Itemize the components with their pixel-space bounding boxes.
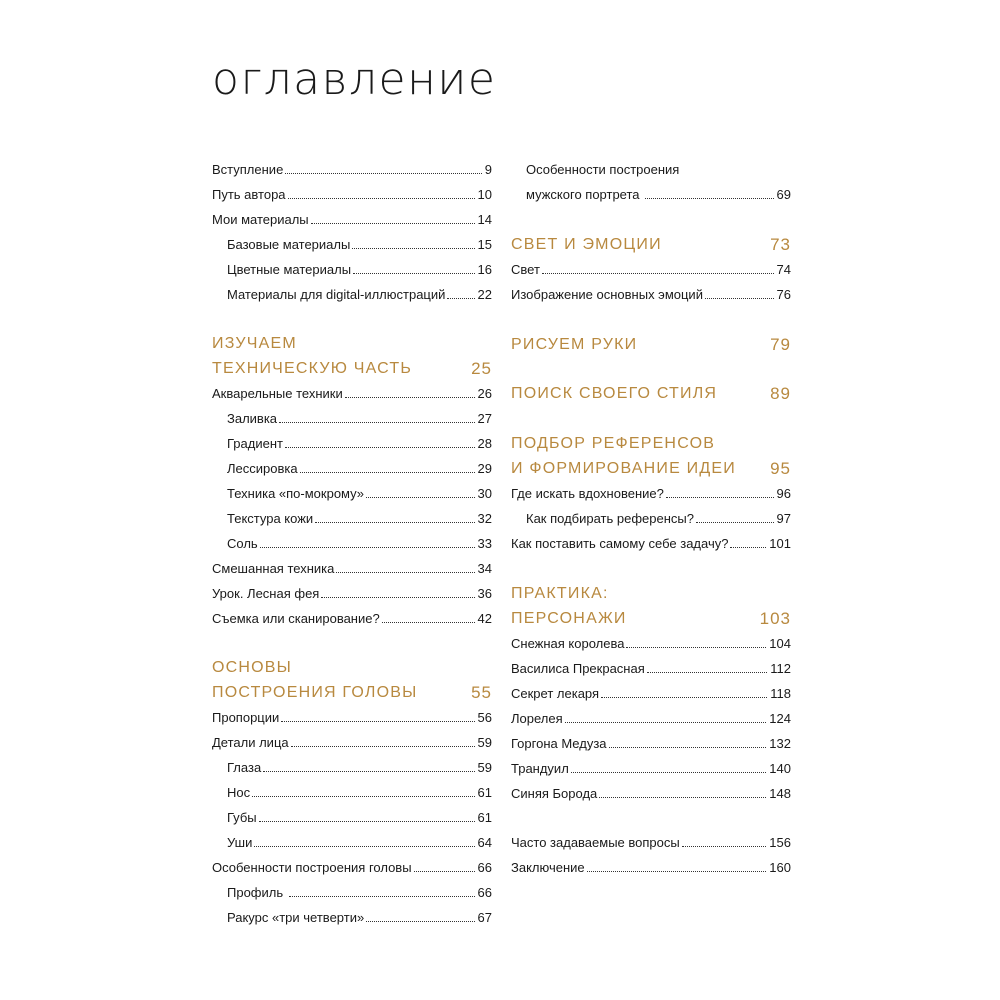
toc-entry-vasilisa[interactable]: Василиса Прекрасная 112	[511, 661, 791, 676]
dot-leader	[353, 273, 474, 274]
dot-leader	[279, 422, 474, 423]
dot-leader	[645, 198, 773, 199]
toc-entry-mixed-technique[interactable]: Смешанная техника 34	[212, 561, 492, 576]
dot-leader	[321, 597, 474, 598]
dot-leader	[366, 497, 475, 498]
toc-section-heading[interactable]: ПРАКТИКА:	[511, 585, 609, 602]
dot-leader	[288, 198, 475, 199]
toc-entry-proportions[interactable]: Пропорции 56	[212, 710, 492, 725]
toc-entry-head-features[interactable]: Особенности построения головы 66	[212, 860, 492, 875]
toc-entry-digital-materials[interactable]: Материалы для digital-иллюстраций 22	[227, 287, 492, 302]
dot-leader	[311, 223, 475, 224]
toc-section-characters[interactable]: ПЕРСОНАЖИ 103	[511, 609, 791, 628]
toc-entry-face-details[interactable]: Детали лица 59	[212, 735, 492, 750]
dot-leader	[682, 846, 767, 847]
toc-section-references[interactable]: И ФОРМИРОВАНИЕ ИДЕИ 95	[511, 459, 791, 478]
toc-entry-my-materials[interactable]: Мои материалы 14	[212, 212, 492, 227]
toc-entry-forest-fairy[interactable]: Урок. Лесная фея 36	[212, 586, 492, 601]
toc-section-heading[interactable]: ПОДБОР РЕФЕРЕНСОВ	[511, 435, 716, 452]
dot-leader	[705, 298, 774, 299]
dot-leader	[260, 547, 475, 548]
dot-leader	[291, 746, 475, 747]
toc-section-technical[interactable]: ТЕХНИЧЕСКУЮ ЧАСТЬ 25	[212, 359, 492, 378]
toc-section-heading[interactable]: ИЗУЧАЕМ	[212, 335, 297, 352]
toc-entry-emotions[interactable]: Изображение основных эмоций 76	[511, 287, 791, 302]
dot-leader	[609, 747, 767, 748]
toc-entry-snow-queen[interactable]: Снежная королева 104	[511, 636, 791, 651]
dot-leader	[599, 797, 766, 798]
dot-leader	[414, 871, 475, 872]
toc-entry-profile[interactable]: Профиль 66	[227, 885, 492, 900]
toc-entry-gradient[interactable]: Градиент 28	[227, 436, 492, 451]
toc-entry-healer-secret[interactable]: Секрет лекаря 118	[511, 686, 791, 701]
toc-entry-eyes[interactable]: Глаза 59	[227, 760, 492, 775]
toc-entry-thranduil[interactable]: Трандуил 140	[511, 761, 791, 776]
toc-entry-inspiration[interactable]: Где искать вдохновение? 96	[511, 486, 791, 501]
dot-leader	[352, 248, 474, 249]
dot-leader	[259, 821, 475, 822]
dot-leader	[281, 721, 474, 722]
dot-leader	[252, 796, 474, 797]
toc-entry-ears[interactable]: Уши 64	[227, 835, 492, 850]
toc-entry-faq[interactable]: Часто задаваемые вопросы 156	[511, 835, 791, 850]
toc-entry-wet-technique[interactable]: Техника «по-мокрому» 30	[227, 486, 492, 501]
toc-entry-introduction[interactable]: Вступление 9	[212, 162, 492, 177]
dot-leader	[666, 497, 774, 498]
dot-leader	[730, 547, 766, 548]
dot-leader	[601, 697, 767, 698]
toc-entry-set-task[interactable]: Как поставить самому себе задачу? 101	[511, 536, 791, 551]
toc-entry-bluebeard[interactable]: Синяя Борода 148	[511, 786, 791, 801]
toc-entry-three-quarter[interactable]: Ракурс «три четверти» 67	[227, 910, 492, 925]
toc-section-heading[interactable]: ОСНОВЫ	[212, 659, 293, 676]
toc-entry-lorelei[interactable]: Лорелея 124	[511, 711, 791, 726]
dot-leader	[336, 572, 474, 573]
dot-leader	[285, 447, 475, 448]
dot-leader	[565, 722, 767, 723]
toc-entry-basic-materials[interactable]: Базовые материалы 15	[227, 237, 492, 252]
dot-leader	[345, 397, 475, 398]
toc-section-hands[interactable]: РИСУЕМ РУКИ 79	[511, 335, 791, 354]
toc-section-own-style[interactable]: ПОИСК СВОЕГО СТИЛЯ 89	[511, 384, 791, 403]
dot-leader	[647, 672, 768, 673]
toc-entry-male-portrait[interactable]: мужского портрета 69	[526, 187, 791, 202]
toc-entry-male-portrait-line1[interactable]: Особенности построения	[526, 162, 680, 177]
page-title: оглавление	[212, 54, 497, 105]
toc-entry-glazing[interactable]: Лессировка 29	[227, 461, 492, 476]
toc-entry-skin-texture[interactable]: Текстура кожи 32	[227, 511, 492, 526]
dot-leader	[587, 871, 767, 872]
dot-leader	[366, 921, 474, 922]
toc-entry-nose[interactable]: Нос 61	[227, 785, 492, 800]
toc-section-head-construction[interactable]: ПОСТРОЕНИЯ ГОЛОВЫ 55	[212, 683, 492, 702]
toc-entry-watercolor[interactable]: Акварельные техники 26	[212, 386, 492, 401]
dot-leader	[542, 273, 774, 274]
toc-entry-author-path[interactable]: Путь автора 10	[212, 187, 492, 202]
toc-section-light-emotions[interactable]: СВЕТ И ЭМОЦИИ 73	[511, 235, 791, 254]
toc-entry-conclusion[interactable]: Заключение 160	[511, 860, 791, 875]
toc-entry-shooting-scanning[interactable]: Съемка или сканирование? 42	[212, 611, 492, 626]
dot-leader	[447, 298, 474, 299]
dot-leader	[571, 772, 767, 773]
toc-entry-medusa[interactable]: Горгона Медуза 132	[511, 736, 791, 751]
dot-leader	[300, 472, 475, 473]
toc-entry-salt[interactable]: Соль 33	[227, 536, 492, 551]
toc-entry-choose-references[interactable]: Как подбирать референсы? 97	[526, 511, 791, 526]
dot-leader	[696, 522, 774, 523]
toc-entry-color-materials[interactable]: Цветные материалы 16	[227, 262, 492, 277]
dot-leader	[382, 622, 475, 623]
toc-entry-fill[interactable]: Заливка 27	[227, 411, 492, 426]
dot-leader	[289, 896, 475, 897]
dot-leader	[254, 846, 474, 847]
toc-entry-light[interactable]: Свет 74	[511, 262, 791, 277]
dot-leader	[626, 647, 766, 648]
toc-entry-lips[interactable]: Губы 61	[227, 810, 492, 825]
dot-leader	[285, 173, 481, 174]
dot-leader	[263, 771, 474, 772]
dot-leader	[315, 522, 474, 523]
